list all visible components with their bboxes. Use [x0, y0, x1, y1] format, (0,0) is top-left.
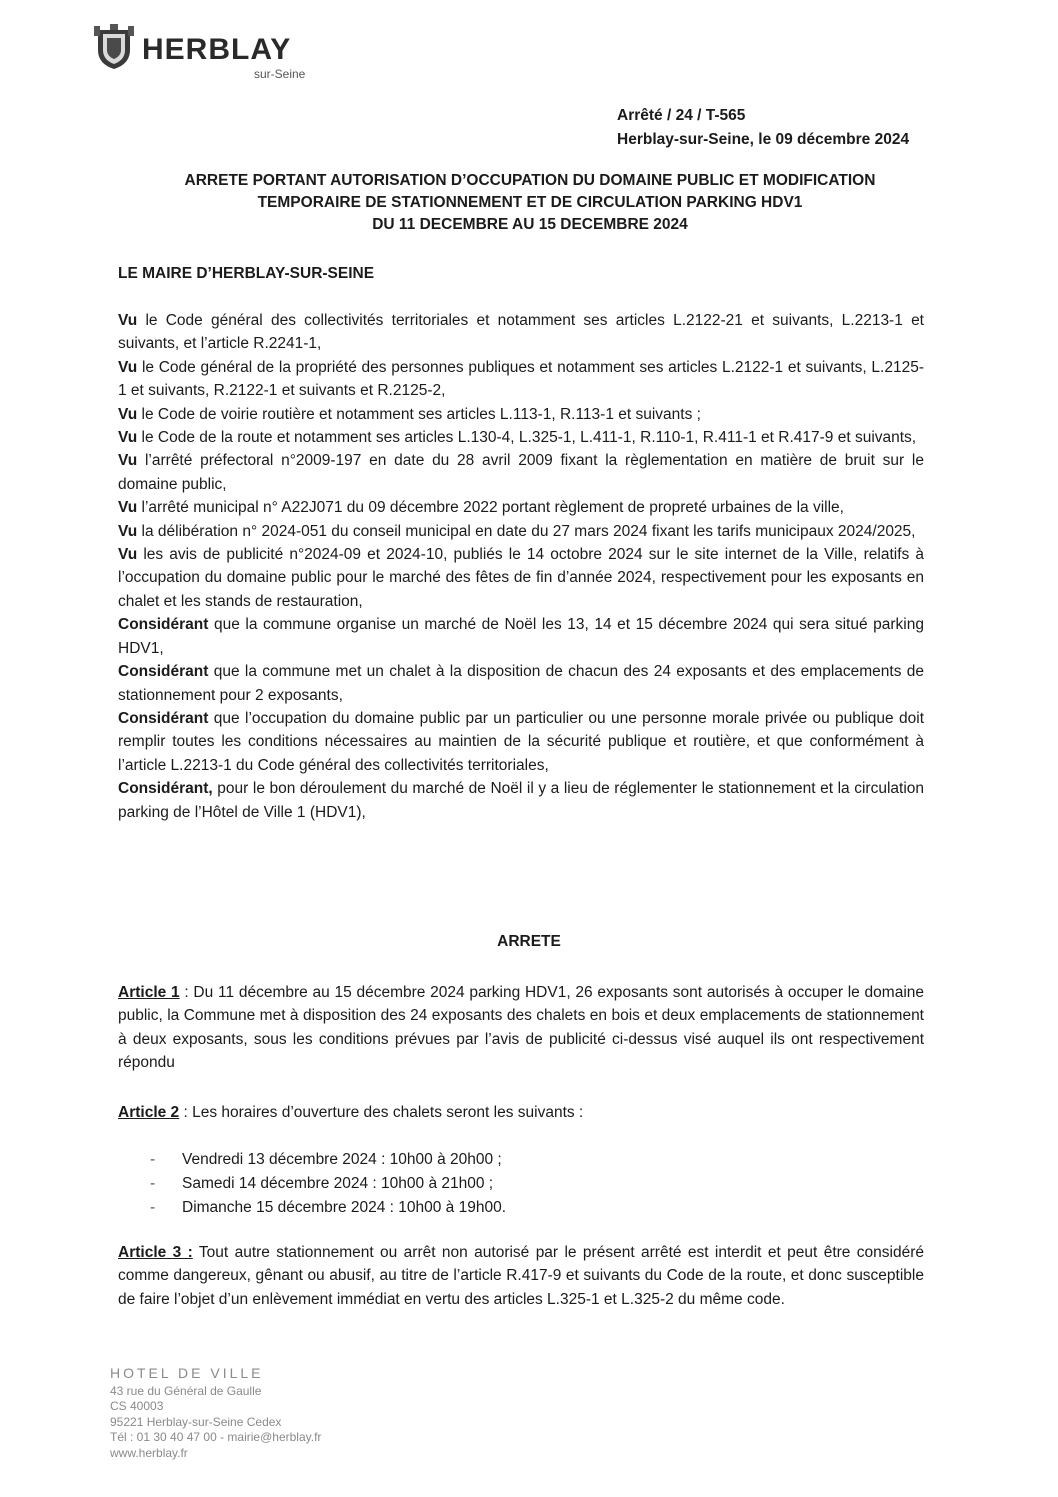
dash-bullet-icon: - [150, 1199, 156, 1216]
footer-address-line: CS 40003 [110, 1399, 164, 1413]
footer-address-line: 43 rue du Général de Gaulle [110, 1383, 262, 1398]
consideration-item: Considérant, pour le bon déroulement du marché de Noël il y a lieu de réglementer le stationnement et la circulation parking de l’Hôtel de Ville 1 (HDV1), [118, 780, 924, 821]
opening-hours-list [150, 1148, 506, 1220]
consideration-item: Vu les avis de publicité n°2024-09 et 2024-10, publiés le 14 octobre 2024 sur le site internet de la Ville, relatifs à l’occupation du domaine public pour le marché des fêtes de fin d’année 2024, respectivement pour les exposants en chalet et les stands de restauration, [118, 546, 924, 610]
city-crest-icon [92, 24, 136, 70]
footer-address [110, 1366, 321, 1461]
article-2-label: Article 2 [118, 1104, 180, 1121]
footer-address-line: 95221 Herblay-sur-Seine Cedex [110, 1414, 282, 1429]
dash-bullet-icon: - [150, 1151, 156, 1168]
decree-heading: ARRETE [497, 933, 561, 950]
consideration-item: Vu l’arrêté municipal n° A22J071 du 09 décembre 2022 portant règlement de propreté urbaines de la ville, [118, 499, 844, 517]
footer-contact: Tél : 01 30 40 47 00 - mairie@herblay.fr [110, 1430, 322, 1444]
article-2 [118, 1101, 924, 1124]
consideration-item: Vu le Code de voirie routière et notamment ses articles L.113-1, R.113-1 et suivants ; [118, 405, 701, 423]
article-3 [118, 1241, 924, 1311]
article-1-label: Article 1 [118, 984, 180, 1001]
city-logo [92, 24, 322, 80]
title-line-1: ARRETE PORTANT AUTORISATION D’OCCUPATION DU DOMAINE PUBLIC ET MODIFICATION [184, 172, 876, 189]
article-3-text: Tout autre stationnement ou arrêt non autorisé par le présent arrêté est interdit et peut être considéré comme dangereux, gênant ou abusif, au titre de l’article R.417-9 et suivants du Code de la route, et donc susceptible de faire l’objet d’un enlèvement immédiat en vertu des articles L.325-1 et L.325-2 du même code. [118, 1244, 925, 1308]
city-name: HERBLAY [142, 33, 292, 66]
list-item: - Vendredi 13 décembre 2024 : 10h00 à 20h00 ; [150, 1148, 506, 1172]
consideration-item: Vu le Code de la route et notamment ses articles L.130-4, L.325-1, L.411-1, R.110-1, R.411-1 et R.417-9 et suivants, [118, 429, 917, 447]
consideration-item: Considérant que l’occupation du domaine public par un particulier ou une personne morale privée ou publique doit remplir toutes les conditions nécessaires au maintien de la sécurité publique et routière, et que conformément à l’article L.2213-1 du Code général des collectivités territoriales, [118, 709, 924, 774]
title-line-2: TEMPORAIRE DE STATIONNEMENT ET DE CIRCULATION PARKING HDV1 [257, 194, 803, 211]
considerations [118, 309, 924, 824]
reference-block [617, 104, 909, 152]
consideration-item: Vu l’arrêté préfectoral n°2009-197 en date du 28 avril 2009 fixant la règlementation en matière de bruit sur le domaine public, [118, 452, 924, 493]
decree-number: Arrêté / 24 / T-565 [617, 107, 746, 124]
place-date: Herblay-sur-Seine, le 09 décembre 2024 [617, 131, 910, 148]
list-item: - Samedi 14 décembre 2024 : 10h00 à 21h00 ; [150, 1172, 506, 1196]
dash-bullet-icon: - [150, 1175, 156, 1192]
article-3-label: Article 3 : [118, 1244, 193, 1261]
city-subname: sur-Seine [254, 67, 306, 81]
consideration-item: Vu la délibération n° 2024-051 du conseil municipal en date du 27 mars 2024 fixant les tarifs municipaux 2024/2025, [118, 522, 916, 540]
article-1-text: : Du 11 décembre au 15 décembre 2024 parking HDV1, 26 exposants sont autorisés à occuper le domaine public, la Commune met à disposition des 24 exposants des chalets en bois et deux emplacements de stationnement à deux exposants, sous les conditions prévues par l’avis de publicité ci-dessus visé auquel ils ont respectivement répondu [118, 984, 925, 1072]
list-item: - Dimanche 15 décembre 2024 : 10h00 à 19h00. [150, 1196, 506, 1220]
consideration-item: Considérant que la commune organise un marché de Noël les 13, 14 et 15 décembre 2024 qui sera situé parking HDV1, [118, 616, 924, 657]
article-2-text: : Les horaires d’ouverture des chalets seront les suivants : [179, 1104, 584, 1121]
footer-website: www.herblay.fr [110, 1445, 188, 1460]
title-line-3: DU 11 DECEMBRE AU 15 DECEMBRE 2024 [372, 216, 688, 233]
document-title [110, 170, 950, 236]
authority: LE MAIRE D’HERBLAY-SUR-SEINE [118, 265, 375, 282]
consideration-item: Vu le Code général des collectivités territoriales et notamment ses articles L.2122-21 et suivants, L.2213-1 et suivants, et l’article R.2241-1, [118, 312, 924, 353]
footer-heading: HOTEL DE VILLE [110, 1365, 264, 1381]
consideration-item: Considérant que la commune met un chalet à la disposition de chacun des 24 exposants et des emplacements de stationnement pour 2 exposants, [118, 663, 924, 704]
consideration-item: Vu le Code général de la propriété des personnes publiques et notamment ses articles L.2122-1 et suivants, L.2125-1 et suivants, R.2122-1 et suivants et R.2125-2, [118, 358, 924, 400]
article-1 [118, 981, 924, 1075]
